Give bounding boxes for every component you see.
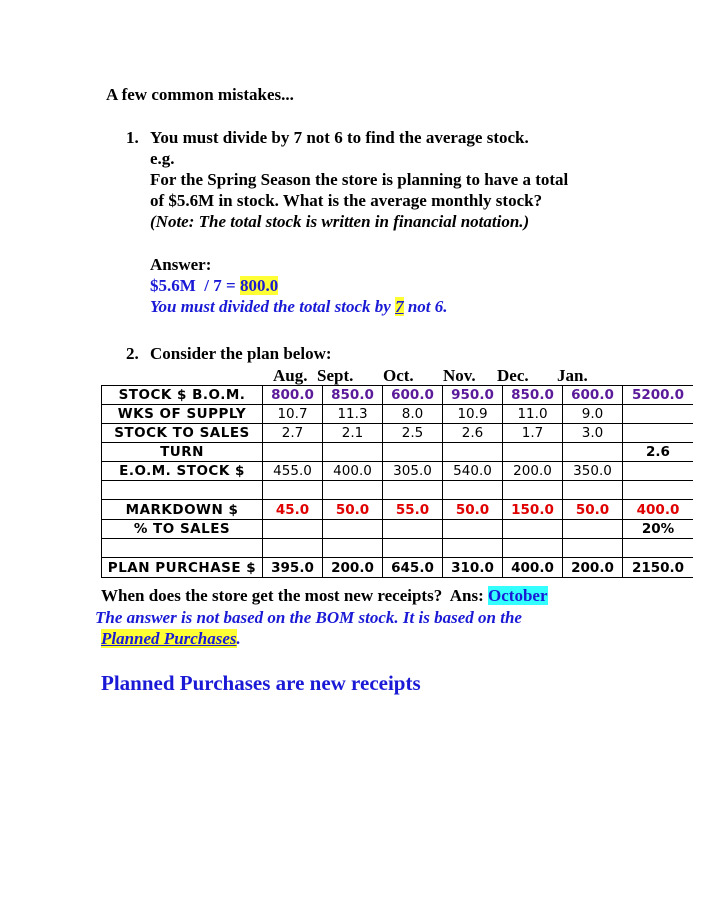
table-cell: 400.0 xyxy=(503,558,563,578)
table-row xyxy=(102,520,694,539)
table-cell: 5200.0 xyxy=(623,386,694,405)
table-cell: 10.7 xyxy=(263,405,323,424)
table-cell xyxy=(503,443,563,462)
answer-explain-suffix: not 6. xyxy=(403,297,448,316)
table-cell: 55.0 xyxy=(383,500,443,520)
table-cell: 2.6 xyxy=(443,424,503,443)
table-cell xyxy=(263,520,323,539)
table-cell xyxy=(383,539,443,558)
question-answer: October xyxy=(488,586,548,605)
table-row xyxy=(102,500,694,520)
table-cell: 600.0 xyxy=(383,386,443,405)
table-cell: 400.0 xyxy=(623,500,694,520)
table-cell xyxy=(563,443,623,462)
item1-line4: of $5.6M in stock. What is the average monthly stock? xyxy=(150,191,543,210)
explanation-planned-purchases: Planned Purchases xyxy=(101,629,237,648)
table-cell xyxy=(443,539,503,558)
month-header: Nov. xyxy=(443,366,476,385)
table-cell xyxy=(383,520,443,539)
table-cell: 600.0 xyxy=(563,386,623,405)
table-cell xyxy=(563,539,623,558)
item1-note: (Note: The total stock is written in financial notation.) xyxy=(150,212,530,231)
row-label xyxy=(102,481,263,500)
table-cell: 200.0 xyxy=(323,558,383,578)
table-row xyxy=(102,462,694,481)
question xyxy=(101,585,548,606)
table-cell xyxy=(623,539,694,558)
table-cell xyxy=(563,481,623,500)
table-row xyxy=(102,558,694,578)
table-cell xyxy=(503,539,563,558)
item1-block xyxy=(150,127,670,317)
table-cell: 2.7 xyxy=(263,424,323,443)
table-cell xyxy=(323,481,383,500)
table-cell: 850.0 xyxy=(503,386,563,405)
answer-calc xyxy=(150,275,670,296)
month-header: Oct. xyxy=(383,366,414,385)
row-label: WKS OF SUPPLY xyxy=(102,405,263,424)
table-cell xyxy=(563,520,623,539)
table-cell: 200.0 xyxy=(563,558,623,578)
item2-line1: Consider the plan below: xyxy=(150,344,332,363)
explanation-line2 xyxy=(101,628,241,649)
table-cell: 800.0 xyxy=(263,386,323,405)
row-label: % TO SALES xyxy=(102,520,263,539)
table-cell xyxy=(443,520,503,539)
table-cell: 50.0 xyxy=(563,500,623,520)
table-cell: 10.9 xyxy=(443,405,503,424)
table-cell xyxy=(263,481,323,500)
answer-explain-seven: 7 xyxy=(395,297,404,316)
month-header: Dec. xyxy=(497,366,529,385)
conclusion: Planned Purchases are new receipts xyxy=(101,671,421,695)
table-cell: 305.0 xyxy=(383,462,443,481)
table-cell: 50.0 xyxy=(443,500,503,520)
item1-line1: You must divide by 7 not 6 to find the average stock. xyxy=(150,128,529,147)
table-row xyxy=(102,443,694,462)
answer-label: Answer: xyxy=(150,255,212,274)
table-cell xyxy=(503,481,563,500)
table-row xyxy=(102,424,694,443)
month-header: Jan. xyxy=(557,366,588,385)
row-label: TURN xyxy=(102,443,263,462)
table-cell: 400.0 xyxy=(323,462,383,481)
explanation-line1: The answer is not based on the BOM stock. It is based on the xyxy=(95,608,522,627)
table-cell xyxy=(623,424,694,443)
table-row xyxy=(102,539,694,558)
table-cell xyxy=(443,443,503,462)
answer-calc-prefix: $5.6M / 7 = xyxy=(150,276,240,295)
plan-table xyxy=(101,385,693,578)
item1-line2: e.g. xyxy=(150,149,175,168)
table-row xyxy=(102,386,694,405)
table-cell xyxy=(383,481,443,500)
table-cell xyxy=(323,443,383,462)
table-cell xyxy=(443,481,503,500)
table-cell xyxy=(623,481,694,500)
table-cell: 455.0 xyxy=(263,462,323,481)
table-cell: 11.0 xyxy=(503,405,563,424)
table-cell: 9.0 xyxy=(563,405,623,424)
table-cell: 2.6 xyxy=(623,443,694,462)
answer-calc-result: 800.0 xyxy=(239,276,279,295)
row-label: E.O.M. STOCK $ xyxy=(102,462,263,481)
table-cell xyxy=(383,443,443,462)
row-label: PLAN PURCHASE $ xyxy=(102,558,263,578)
table-row xyxy=(102,405,694,424)
table-cell: 50.0 xyxy=(323,500,383,520)
month-header: Sept. xyxy=(317,366,354,385)
month-header: Aug. xyxy=(273,366,308,385)
item1-number: 1. xyxy=(126,128,139,147)
table-cell: 2.5 xyxy=(383,424,443,443)
table-cell xyxy=(503,520,563,539)
table-cell: 45.0 xyxy=(263,500,323,520)
month-headers xyxy=(0,365,714,386)
table-cell xyxy=(323,520,383,539)
intro-heading: A few common mistakes... xyxy=(106,85,294,104)
table-cell xyxy=(323,539,383,558)
table-cell: 2.1 xyxy=(323,424,383,443)
table-cell: 200.0 xyxy=(503,462,563,481)
table-cell: 20% xyxy=(623,520,694,539)
table-cell xyxy=(623,405,694,424)
table-cell: 310.0 xyxy=(443,558,503,578)
table-cell: 850.0 xyxy=(323,386,383,405)
explanation-period: . xyxy=(236,629,241,648)
row-label: STOCK TO SALES xyxy=(102,424,263,443)
answer-explain-prefix: You must divided the total stock by xyxy=(150,297,396,316)
row-label: STOCK $ B.O.M. xyxy=(102,386,263,405)
table-cell: 395.0 xyxy=(263,558,323,578)
item2-number: 2. xyxy=(126,344,139,363)
table-cell: 3.0 xyxy=(563,424,623,443)
table-cell: 350.0 xyxy=(563,462,623,481)
question-text: When does the store get the most new receipts? Ans: xyxy=(101,586,489,605)
table-cell: 11.3 xyxy=(323,405,383,424)
table-cell: 2150.0 xyxy=(623,558,694,578)
answer-explain xyxy=(150,296,670,317)
item1-line3: For the Spring Season the store is planning to have a total xyxy=(150,170,569,189)
table-cell: 645.0 xyxy=(383,558,443,578)
table-cell xyxy=(623,462,694,481)
table-cell xyxy=(263,539,323,558)
table-cell: 540.0 xyxy=(443,462,503,481)
table-row xyxy=(102,481,694,500)
table-cell: 1.7 xyxy=(503,424,563,443)
table-cell: 8.0 xyxy=(383,405,443,424)
table-cell: 150.0 xyxy=(503,500,563,520)
table-cell xyxy=(263,443,323,462)
table-cell: 950.0 xyxy=(443,386,503,405)
row-label xyxy=(102,539,263,558)
row-label: MARKDOWN $ xyxy=(102,500,263,520)
